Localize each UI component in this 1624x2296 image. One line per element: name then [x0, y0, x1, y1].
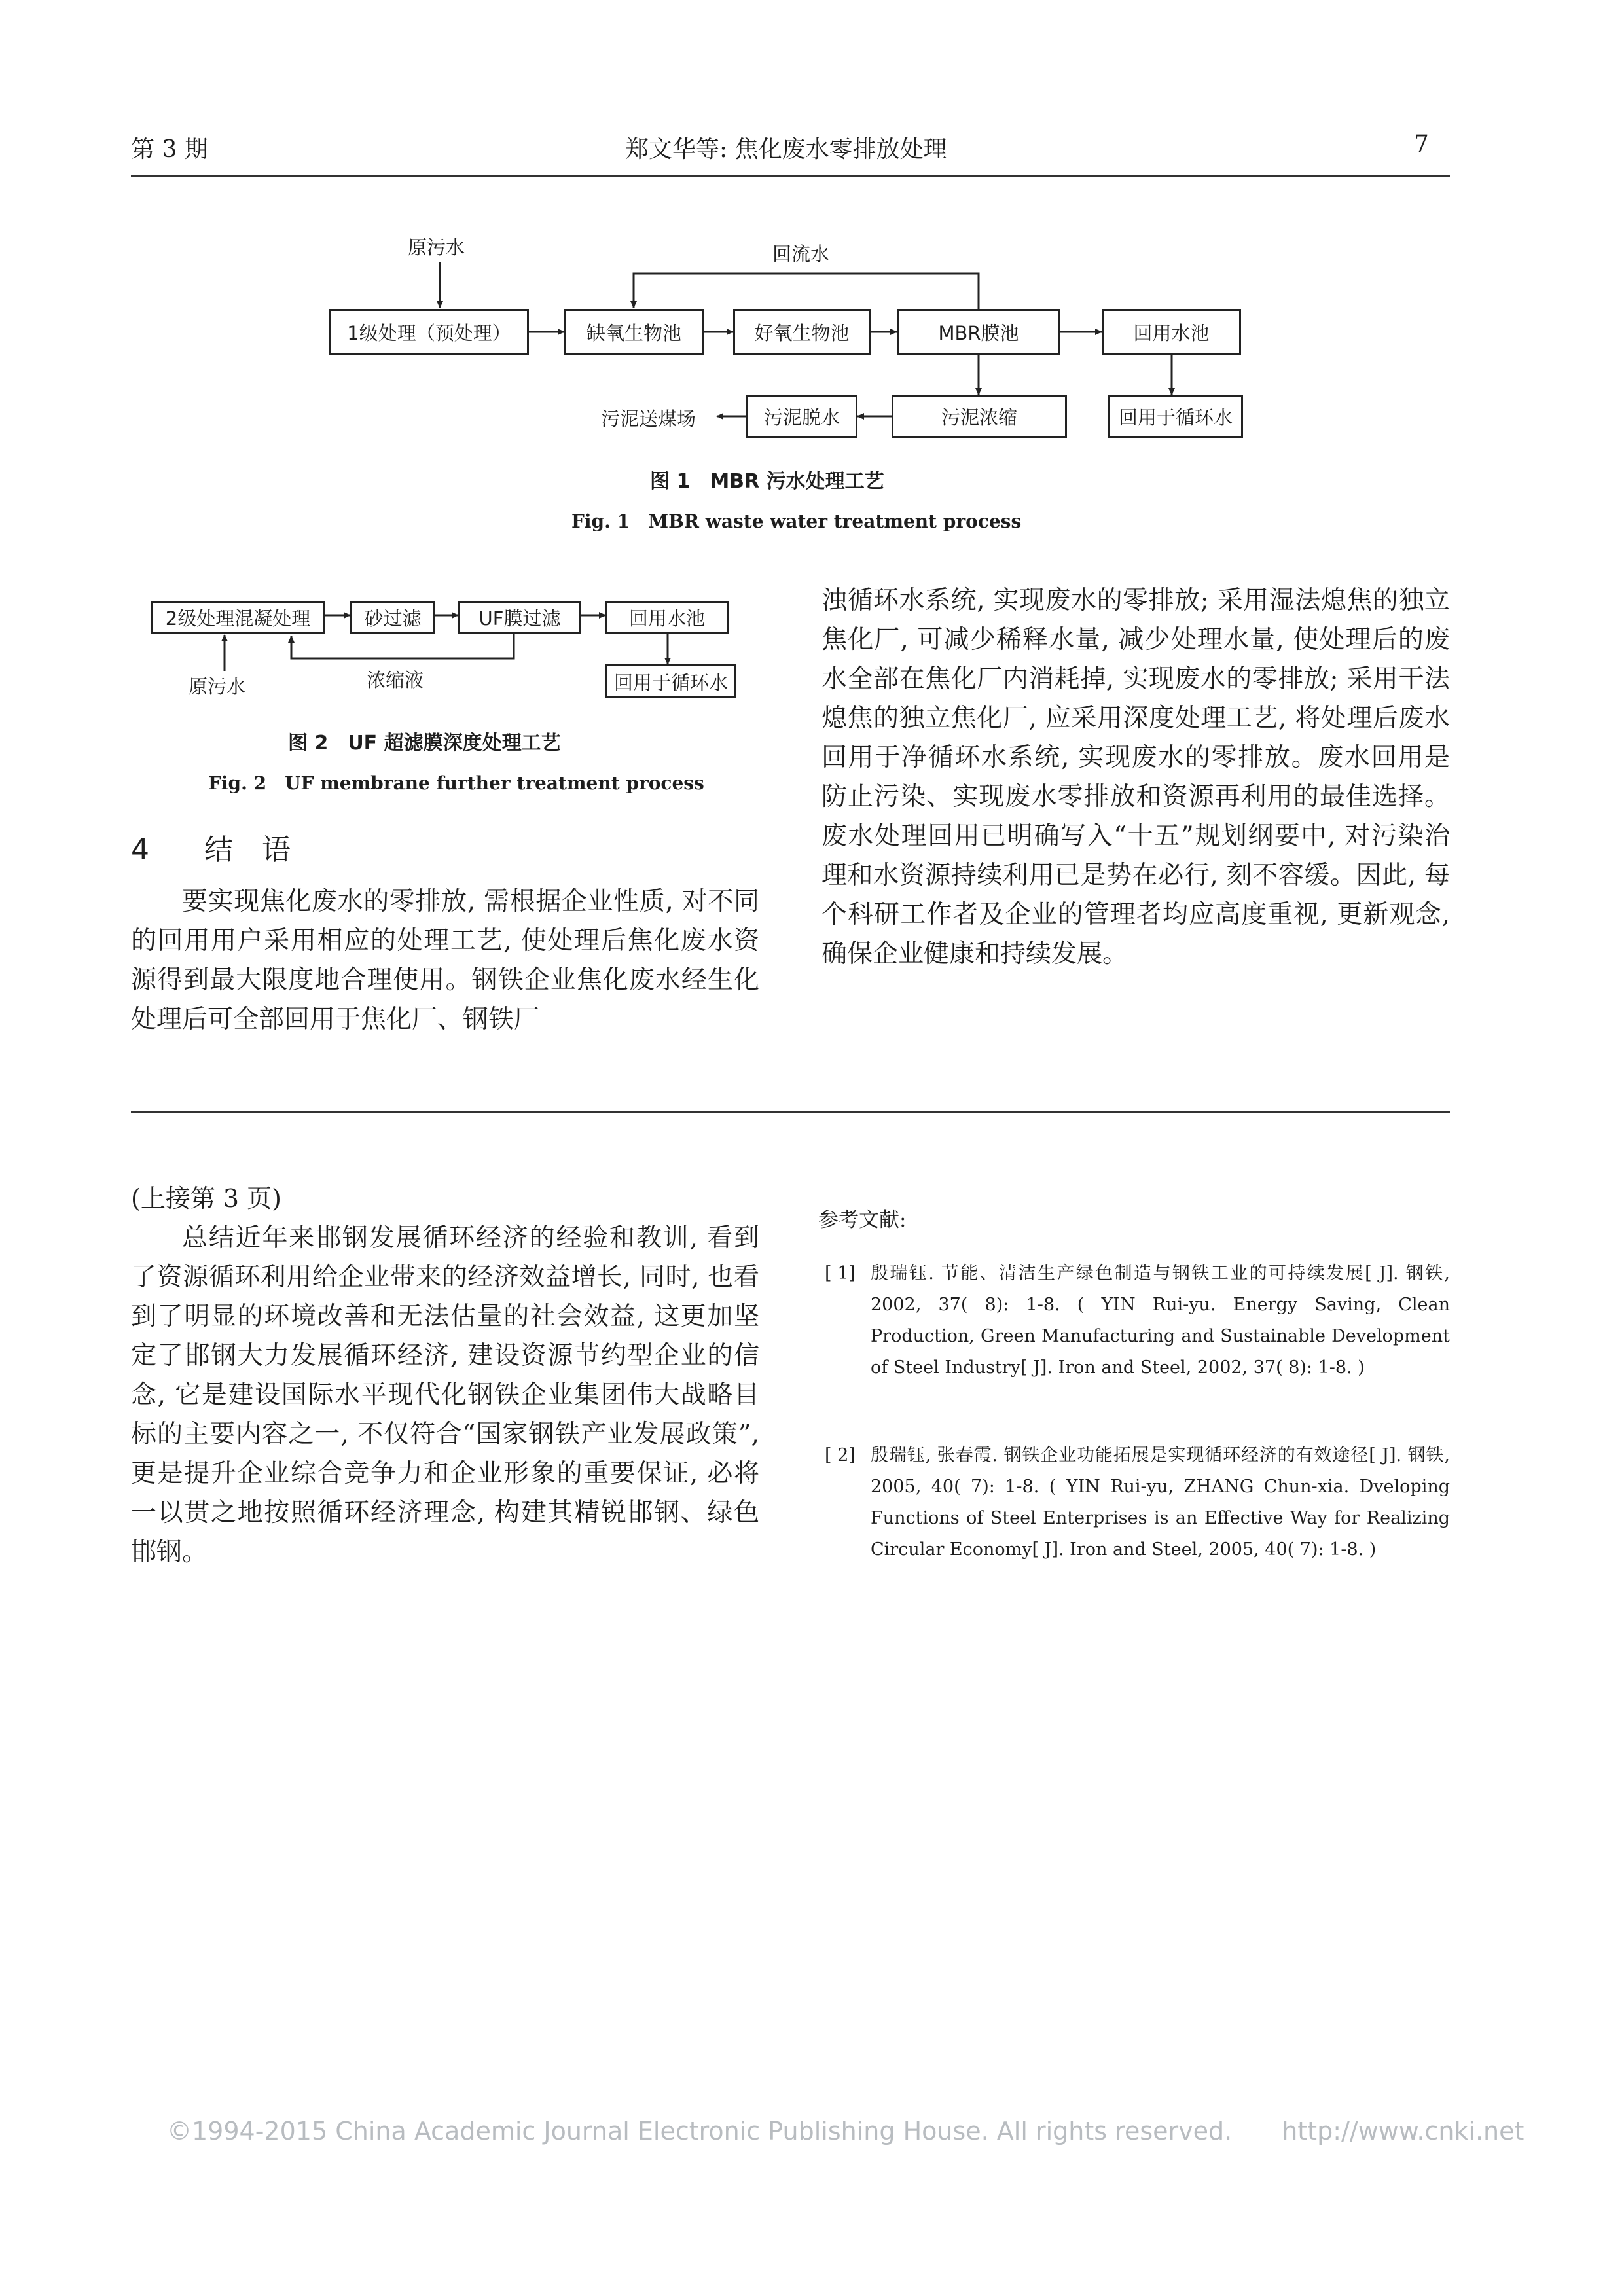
fig2-input-label: 原污水 [189, 675, 246, 698]
fig1-dewater-box: 污泥脱水 [746, 395, 857, 438]
section-divider [131, 1111, 1450, 1113]
fig1-reflux-label: 回流水 [772, 243, 830, 265]
fig1-caption-cn: 图 1 MBR 污水处理工艺 [650, 470, 884, 493]
page-number: 7 [1414, 131, 1429, 158]
running-title: 郑文华等: 焦化废水零排放处理 [625, 136, 947, 163]
reference-item [825, 1440, 1450, 1566]
fig1-sludge-out-label: 污泥送煤场 [601, 408, 696, 430]
arrow-concentrate-return [291, 630, 514, 658]
fig2-uf-filter-box: UF膜过滤 [458, 601, 581, 634]
fig1-reuse-pool-box: 回用水池 [1102, 309, 1241, 355]
reference-number: [ 2] [825, 1445, 856, 1465]
fig1-stage1-box: 1级处理（预处理） [329, 309, 529, 355]
copyright-footer: ©1994-2015 China Academic Journal Electronic Publishing House. All rights reserved. http://www.cnki.net [167, 2117, 1525, 2145]
conclusion-right-column: 浊循环水系统, 实现废水的零排放; 采用湿法熄焦的独立焦化厂, 可减少稀释水量, 减少处理水量, 使处理后的废水全部在焦化厂内消耗掉, 实现废水的零排放; 采用干法熄焦的独立焦化厂, 应采用深度处理工艺, 将处理后废水回用于净循环水系统, 实现废水的零排放。废水回用是防止污染、实现废水零排放和资源再利用的最佳选择。废水处理回用已明确写入“十五”规划纲要中, 对污染治理和水资源持续利用已是势在必行, 刻不容缓。因此, 每个科研工作者及企业的管理者均应高度重视, 更新观念, 确保企业健康和持续发展。 [821, 586, 1450, 969]
fig2-caption-en: Fig. 2 UF membrane further treatment process [208, 772, 704, 794]
section-number: 4 [131, 833, 149, 867]
fig1-input-label: 原污水 [408, 236, 465, 259]
fig1-aerobic-box: 好氧生物池 [733, 309, 871, 355]
section-title: 结 语 [204, 833, 291, 867]
fig1-mbr-box: MBR膜池 [897, 309, 1060, 355]
fig1-thicken-box: 污泥浓缩 [892, 395, 1067, 438]
fig2-sand-filter-box: 砂过滤 [350, 601, 435, 634]
continued-text: 总结近年来邯钢发展循环经济的经验和教训, 看到了资源循环利用给企业带来的经济效益增长, 同时, 也看到了明显的环境改善和无法估量的社会效益, 这更加坚定了邯钢大力发展循环经济, 建设资源节约型企业的信念, 它是建设国际水平现代化钢铁企业集团伟大战略目标的主要内容之一, 不仅符合“国家钢铁产业发展政策”, 更是提升企业综合竞争力和企业形象的重要保证, 必将一以贯之地按照循环经济理念, 构建其精锐邯钢、绿色邯钢。 [131, 1223, 759, 1567]
fig2-stage2-box: 2级处理混凝处理 [151, 601, 325, 634]
fig1-anoxic-box: 缺氧生物池 [564, 309, 704, 355]
reference-text: 殷瑞钰, 张春霞. 钢铁企业功能拓展是实现循环经济的有效途径[ J]. 钢铁, 2005, 40( 7): 1-8. ( YIN Rui-yu, ZHANG Chun-xia. Dveloping Functions of Steel Enterprises is an Effective Way for Realizing Circular Economy[ J]. Iron and Steel, 2005, 40( 7): 1-8. ) [871, 1445, 1450, 1560]
fig2-concentrate-label: 浓缩液 [367, 669, 424, 691]
reference-number: [ 1] [825, 1263, 856, 1283]
continued-label: (上接第 3 页) [131, 1184, 281, 1213]
reference-item [825, 1258, 1450, 1384]
section-heading [131, 826, 291, 868]
fig2-cooling-box: 回用于循环水 [605, 664, 736, 698]
fig2-caption-cn: 图 2 UF 超滤膜深度处理工艺 [288, 732, 561, 755]
fig1-caption-en: Fig. 1 MBR waste water treatment process [571, 511, 1022, 532]
issue-label: 第 3 期 [131, 136, 208, 163]
fig2-reuse-pool-box: 回用水池 [605, 601, 729, 634]
fig1-cooling-box: 回用于循环水 [1108, 395, 1243, 438]
reference-text: 殷瑞钰. 节能、清洁生产绿色制造与钢铁工业的可持续发展[ J]. 钢铁, 2002, 37( 8): 1-8. ( YIN Rui-yu. Energy Saving, Clean Production, Green Manufacturing and Sustainable Development of Steel Industry[ J]. Iron and Steel, 2002, 37( 8): 1-8. ) [871, 1263, 1450, 1378]
references-title: 参考文献: [818, 1208, 907, 1232]
conclusion-left-column: 要实现焦化废水的零排放, 需根据企业性质, 对不同的回用用户采用相应的处理工艺, 使处理后焦化废水资源得到最大限度地合理使用。钢铁企业焦化废水经生化处理后可全部回用于焦化厂、钢铁厂 [131, 887, 759, 1034]
